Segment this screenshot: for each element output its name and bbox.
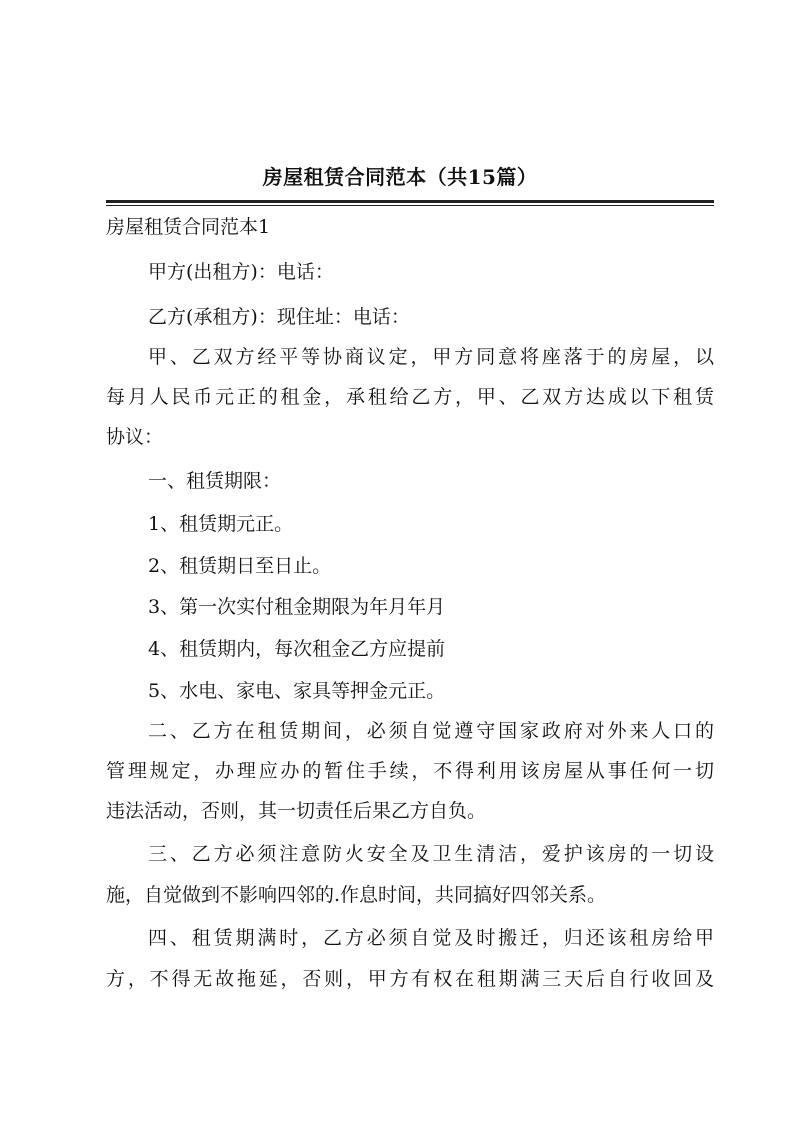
body-line: 四、租赁期满时，乙方必须自觉及时搬迁，归还该租房给甲 [148, 927, 714, 949]
list-item: 1、租赁期元正。 [148, 513, 294, 535]
list-item: 2、租赁期日至日止。 [148, 555, 332, 577]
body-line: 协议： [106, 426, 164, 448]
list-item: 3、第一次实付租金期限为年月年月 [148, 596, 446, 618]
title-rule-thin [106, 205, 714, 206]
title-rule-thick [106, 200, 714, 203]
party-a-line: 甲方(出租方)：电话： [148, 261, 334, 283]
section-heading: 房屋租赁合同范本1 [106, 216, 271, 238]
party-b-line: 乙方(承租方)：现住址：电话： [148, 306, 410, 328]
body-line: 甲、乙双方经平等协商议定，甲方同意将座落于的房屋，以 [148, 346, 714, 368]
list-item: 4、租赁期内，每次租金乙方应提前 [148, 638, 446, 660]
body-line: 每月人民币元正的租金，承租给乙方，甲、乙双方达成以下租赁 [106, 386, 714, 408]
document-title: 房屋租赁合同范本（共15篇） [262, 165, 538, 189]
body-line: 二、乙方在租赁期间，必须自觉遵守国家政府对外来人口的 [148, 720, 714, 742]
body-line: 三、乙方必须注意防火安全及卫生清洁，爱护该房的一切设 [148, 843, 714, 865]
clause-heading: 一、租赁期限： [148, 470, 282, 492]
body-line: 方，不得无故拖延，否则，甲方有权在租期满三天后自行收回及 [106, 968, 714, 990]
list-item: 5、水电、家电、家具等押金元正。 [148, 680, 446, 702]
body-line: 管理规定，办理应办的暂住手续，不得利用该房屋从事任何一切 [106, 760, 714, 782]
body-line: 施，自觉做到不影响四邻的.作息时间，共同搞好四邻关系。 [106, 884, 607, 906]
body-line: 违法活动，否则，其一切责任后果乙方自负。 [106, 800, 487, 822]
